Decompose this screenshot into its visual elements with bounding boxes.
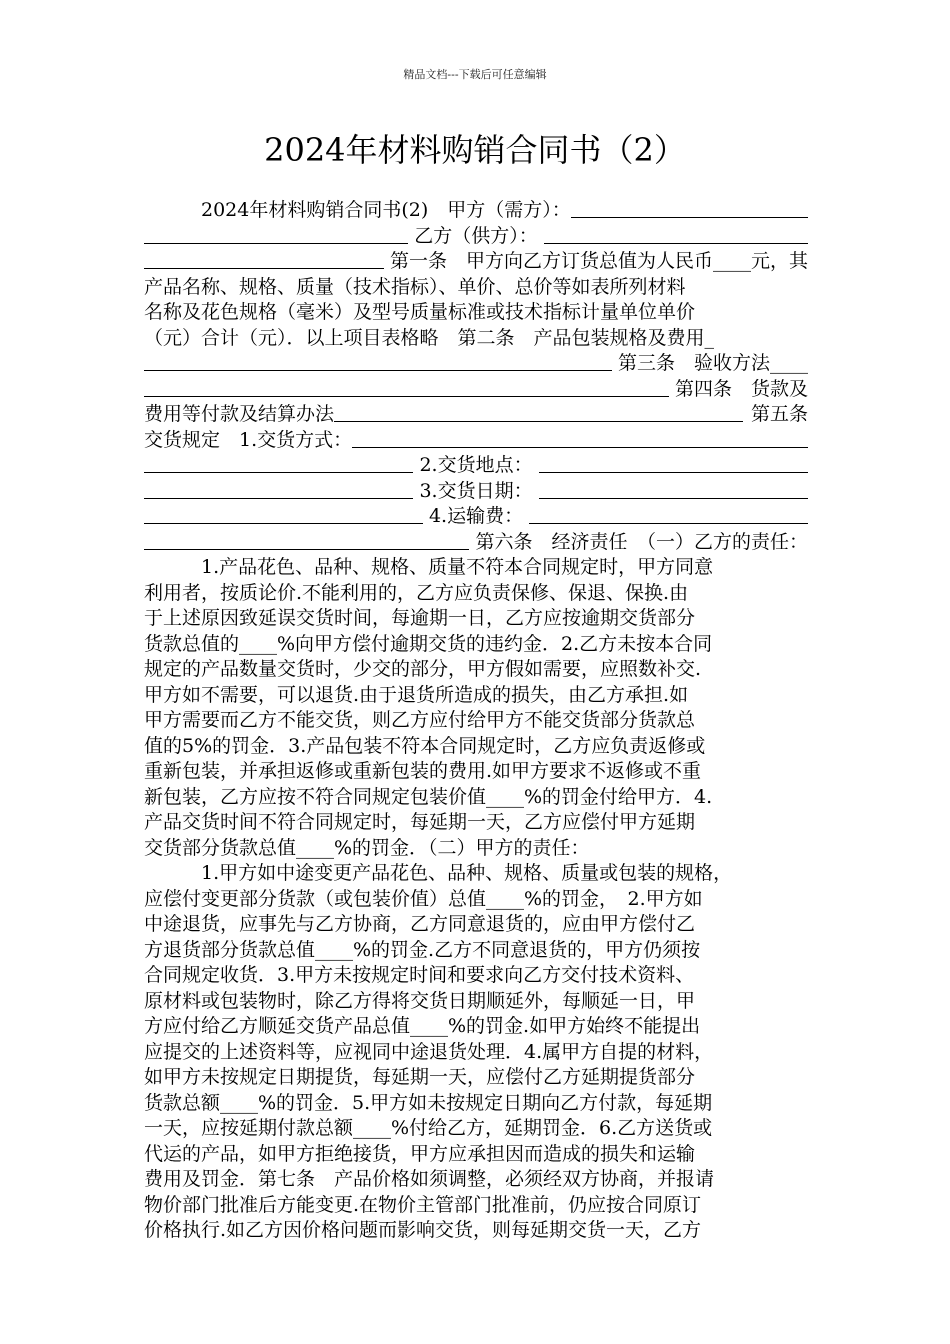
fill-in-blank: [144, 454, 413, 473]
line-text: （元）合计（元）．以上项目表格略 第二条 产品包装规格及费用_: [144, 326, 715, 349]
body-line: [144, 326, 808, 352]
body-line: [144, 1167, 808, 1193]
body-line: [144, 530, 808, 556]
body-line: [144, 1116, 808, 1142]
fill-in-blank: [529, 505, 808, 524]
body-line: [144, 1014, 808, 1040]
line-text: 规定的产品数量交货时，少交的部分，甲方假如需要，应照数补交.: [144, 658, 702, 680]
body-line: [144, 428, 808, 454]
line-text: 合同规定收货．3.甲方未按规定时间和要求向乙方交付技术资料、: [144, 964, 695, 986]
body-line: [144, 351, 808, 377]
line-text: 应提交的上述资料等，应视同中途退货处理．4.属甲方自提的材料，: [144, 1040, 714, 1063]
body-line: [144, 683, 808, 709]
line-text: 方应付给乙方顺延交货产品总值____%的罚金.如甲方始终不能提出: [144, 1015, 701, 1037]
line-text: 一天，应按延期付款总额____%付给乙方，延期罚金．6.乙方送货或: [144, 1117, 713, 1139]
body-line: [144, 402, 808, 428]
body-line: [144, 963, 808, 989]
line-text: 方退货部分货款总值____%的罚金.乙方不同意退货的，甲方仍须按: [144, 938, 701, 961]
body-line: [144, 887, 808, 913]
line-text: 第四条 货款及: [674, 377, 808, 400]
page-header: 精品文档---下载后可任意编辑: [403, 68, 547, 81]
line-text: 物价部门批准后方能变更.在物价主管部门批准前，仍应按合同原订: [144, 1193, 702, 1216]
line-text: 3.交货日期：: [419, 479, 533, 502]
line-text: 原材料或包装物时，除乙方得将交货日期顺延外，每顺延一日，甲: [144, 989, 696, 1012]
line-text: 应偿付变更部分货款（或包装价值）总值____%的罚金， 2.甲方如: [144, 887, 703, 910]
line-text: 交货部分货款总值____%的罚金．（二）甲方的责任：: [144, 836, 590, 859]
line-text: 费用等付款及结算办法: [144, 403, 335, 425]
body-line: [144, 504, 808, 530]
fill-in-blank: [539, 454, 808, 473]
line-text: 第五条: [750, 403, 808, 425]
line-text: 2.交货地点：: [419, 454, 533, 476]
contract-body: [144, 198, 808, 1244]
line-text: 名称及花色规格（毫米）及型号质量标准或技术指标计量单位单价: [144, 301, 696, 323]
body-line: [144, 938, 808, 964]
line-text: 甲方如不需要，可以退货.由于退货所造成的损失，由乙方承担.如: [144, 683, 689, 706]
line-text: 产品交货时间不符合同规定时，每延期一天，乙方应偿付甲方延期: [144, 811, 696, 833]
body-line: [144, 275, 808, 301]
body-line: [144, 1040, 808, 1066]
body-line: [144, 759, 808, 785]
line-text: 重新包装，并承担返修或重新包装的费用.如甲方要求不返修或不重: [144, 760, 702, 782]
body-line: [144, 708, 808, 734]
body-line: [144, 836, 808, 862]
body-line: [144, 1142, 808, 1168]
line-text: 利用者，按质论价.不能利用的，乙方应负责保修、保退、保换.由: [144, 581, 689, 604]
body-line: [144, 734, 808, 760]
body-line: [144, 581, 808, 607]
body-line: [144, 1065, 808, 1091]
line-text: 第一条 甲方向乙方订货总值为人民币____元，其: [389, 250, 808, 272]
line-text: 产品名称、规格、质量（技术指标）、单价、总价等如表所列材料: [144, 275, 686, 298]
fill-in-blank: [144, 531, 469, 550]
body-line: [144, 1091, 808, 1117]
fill-in-blank: [144, 352, 612, 371]
body-line: [144, 453, 808, 479]
line-text: 第三条 验收方法____: [617, 352, 808, 374]
line-text: 1.甲方如中途变更产品花色、品种、规格、质量或包装的规格，: [201, 862, 733, 884]
line-text: 新包装，乙方应按不符合同规定包装价值____%的罚金付给甲方．4.: [144, 785, 713, 808]
line-text: 中途退货，应事先与乙方协商，乙方同意退货的，应由甲方偿付乙: [144, 913, 696, 935]
fill-in-blank: [539, 480, 808, 499]
fill-in-blank: [571, 199, 808, 218]
body-line: [144, 300, 808, 326]
fill-in-blank: [144, 225, 408, 244]
body-line: [144, 198, 808, 224]
fill-in-blank: [334, 403, 743, 422]
body-line: [144, 377, 808, 403]
line-text: 值的5%的罚金．3.产品包装不符本合同规定时，乙方应负责返修或: [144, 734, 706, 757]
line-text: 甲方需要而乙方不能交货，则乙方应付给甲方不能交货部分货款总: [144, 709, 696, 731]
line-text: 价格执行.如乙方因价格问题而影响交货，则每延期交货一天，乙方: [144, 1219, 702, 1241]
fill-in-blank: [544, 225, 808, 244]
body-line: [144, 657, 808, 683]
body-line: [144, 606, 808, 632]
line-text: 于上述原因致延误交货时间，每逾期一日，乙方应按逾期交货部分: [144, 607, 696, 629]
body-line: [144, 1218, 808, 1244]
line-text: 1.产品花色、品种、规格、质量不符本合同规定时，甲方同意: [201, 556, 714, 578]
document-title: 2024年材料购销合同书（2）: [264, 131, 686, 169]
body-line: [144, 810, 808, 836]
line-text: 如甲方未按规定日期提货，每延期一天，应偿付乙方延期提货部分: [144, 1066, 696, 1088]
body-line: [144, 785, 808, 811]
line-text: 交货规定 1.交货方式：: [144, 428, 353, 451]
line-text: 第六条 经济责任 （一）乙方的责任：: [475, 530, 808, 553]
line-text: 代运的产品，如甲方拒绝接货，甲方应承担因而造成的损失和运输: [144, 1142, 696, 1165]
line-text: 4.运输费：: [428, 505, 524, 527]
line-text: 货款总额____%的罚金．5.甲方如未按规定日期向乙方付款，每延期: [144, 1091, 713, 1114]
line-text: 2024年材料购销合同书(2) 甲方（需方）：: [201, 199, 571, 221]
body-line: [144, 989, 808, 1015]
line-text: 货款总值的____%向甲方偿付逾期交货的违约金．2.乙方未按本合同: [144, 632, 713, 655]
body-line: [144, 1193, 808, 1219]
body-line: [144, 861, 808, 887]
line-text: 乙方（供方）：: [414, 224, 538, 247]
fill-in-blank: [352, 429, 808, 448]
body-line: [144, 479, 808, 505]
body-line: [144, 249, 808, 275]
fill-in-blank: [144, 505, 423, 524]
fill-in-blank: [144, 480, 413, 499]
body-line: [144, 224, 808, 250]
body-line: [144, 632, 808, 658]
body-line: [144, 912, 808, 938]
fill-in-blank: [144, 378, 669, 397]
fill-in-blank: [144, 250, 384, 269]
body-line: [144, 555, 808, 581]
line-text: 费用及罚金．第七条 产品价格如须调整，必须经双方协商，并报请: [144, 1168, 715, 1190]
